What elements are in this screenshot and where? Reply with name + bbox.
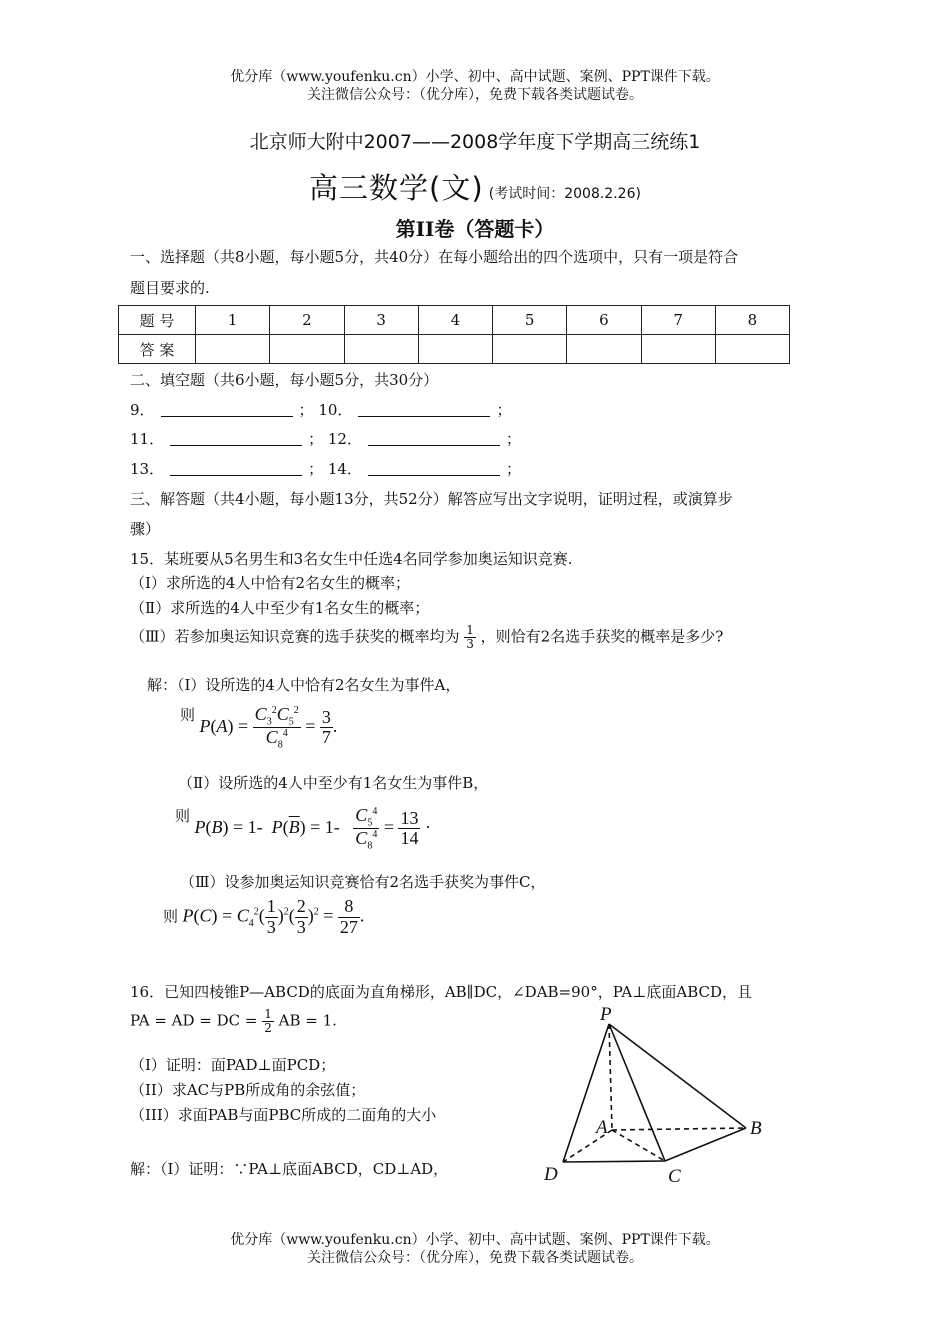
answer-cell[interactable] [344, 335, 418, 364]
footer-line-2: 关注微信公众号：（优分库），免费下载各类试题试卷。 [307, 1250, 643, 1266]
edge-ab-hidden [612, 1128, 746, 1130]
answer-cell[interactable] [567, 335, 641, 364]
q14-blank[interactable] [368, 461, 500, 476]
q15-stem: 15．某班要从5名男生和3名女生中任选4名同学参加奥运知识竞赛. [130, 550, 573, 568]
fraction-one-half: $\frac{1}{2}$ [264, 1007, 272, 1036]
answer-cell[interactable] [418, 335, 492, 364]
number-cell: 3 [344, 306, 418, 335]
answer-cell[interactable] [196, 335, 270, 364]
number-cell: 6 [567, 306, 641, 335]
pyramid-figure [530, 1000, 800, 1195]
label-c: C [668, 1166, 681, 1187]
q12-blank[interactable] [368, 431, 500, 446]
q16-part3: （III）求面PAB与面PBC所成的二面角的大小 [130, 1106, 437, 1124]
q12-label: 12． [327, 430, 362, 448]
answer-cell[interactable] [641, 335, 715, 364]
q10-blank[interactable] [358, 402, 490, 417]
fill-row-13-14: 13． ； 14． ； [130, 460, 521, 478]
exam-time: (考试时间：2008.2.26) [488, 186, 641, 202]
answer-table [118, 305, 790, 364]
q11-blank[interactable] [170, 431, 302, 446]
label-a: A [596, 1117, 608, 1138]
q11-label: 11． [130, 430, 165, 448]
q14-label: 14． [327, 460, 362, 478]
edge-cb [665, 1128, 746, 1161]
edge-pa-hidden [609, 1024, 612, 1130]
number-cell: 2 [270, 306, 344, 335]
q10-label: 10． [318, 401, 353, 419]
section1-line1: 一、选择题（共8小题，每小题5分，共40分）在每小题给出的四个选项中，只有一项是符合 [130, 248, 739, 266]
subject-title: 高三数学(文) [309, 171, 484, 205]
number-cell: 4 [418, 306, 492, 335]
q15-part1: （I）求所选的4人中恰有2名女生的概率； [130, 574, 411, 592]
q15-part3: （Ⅲ）若参加奥运知识竞赛的选手获奖的概率均为 $\frac{1}{3}$ ，则恰有2名选手获奖的概率是多少? [130, 623, 724, 652]
q9-blank[interactable] [161, 402, 293, 417]
header-line-1: 优分库（www.youfenku.cn）小学、初中、高中试题、案例、PPT课件下载。 [230, 69, 720, 85]
q16-part2: （II）求AC与PB所成角的余弦值； [130, 1081, 366, 1099]
label-d: D [544, 1164, 558, 1185]
edge-dc [563, 1161, 665, 1162]
table-row-answers [119, 335, 790, 364]
q13-blank[interactable] [170, 461, 302, 476]
q16-stem-2: PA = AD = DC = $\frac{1}{2}$ AB = 1. [130, 1007, 337, 1036]
q16-solution: 解：（I）证明：∵PA⊥底面ABCD，CD⊥AD， [130, 1160, 449, 1178]
formula-pc: 则 $P(C) = C_4^2$( $\frac{1}{3}$ )$^2$( $\frac{2}{3}$ )$^2$ = $\frac{8}{27}$ . [163, 896, 365, 937]
label-b: B [750, 1118, 762, 1139]
number-cell: 1 [196, 306, 270, 335]
number-cell: 7 [641, 306, 715, 335]
part-title: 第II卷（答题卡） [395, 217, 555, 241]
fill-row-9-10: 9． ； 10． ； [130, 401, 512, 419]
row-label-answer: 答 案 [119, 335, 196, 364]
label-p: P [600, 1004, 612, 1025]
subject-title-line [0, 166, 950, 207]
q13-label: 13． [130, 460, 165, 478]
table-row-numbers [119, 306, 790, 335]
formula-pa: $^则$ P(A) = $\frac{C_3^2C_5^2}{C_8^4}$ = $\frac{3}{7}$ . [180, 703, 338, 751]
answer-cell[interactable] [715, 335, 789, 364]
q15-solution-2: （Ⅱ）设所选的4人中至少有1名女生为事件B， [178, 774, 489, 792]
q16-part1: （I）证明：面PAD⊥面PCD； [130, 1056, 336, 1074]
section2-heading: 二、填空题（共6小题，每小题5分，共30分） [130, 371, 439, 389]
section3-line1: 三、解答题（共4小题，每小题13分，共52分）解答应写出文字说明，证明过程，或演算步 [130, 490, 733, 508]
formula-pb: $^则$ P(B) = 1- $P(\overline{B}) = 1-$ $\frac{C_5^4}{C_8^4}$ = $\frac{13}{14}$ · [175, 804, 431, 852]
edge-ac-hidden [612, 1130, 665, 1161]
q15-solution-3: （Ⅲ）设参加奥运知识竞赛恰有2名选手获奖为事件C， [180, 873, 546, 891]
school-title: 北京师大附中2007——2008学年度下学期高三统练1 [249, 131, 701, 153]
number-cell: 8 [715, 306, 789, 335]
edge-pd [563, 1024, 609, 1162]
q16-stem-1: 16．已知四棱锥P—ABCD的底面为直角梯形，AB∥DC，∠DAB=90°，PA⊥底面ABCD，且 [130, 983, 753, 1001]
fraction-one-third: $\frac{1}{3}$ [466, 623, 474, 652]
q15-solution-1: 解：（I）设所选的4人中恰有2名女生为事件A， [147, 676, 461, 694]
section3-line2: 骤） [130, 520, 161, 538]
q9-label: 9． [130, 401, 155, 419]
row-label-number: 题 号 [119, 306, 196, 335]
answer-cell[interactable] [493, 335, 567, 364]
fill-row-11-12: 11． ； 12． ； [130, 430, 521, 448]
answer-cell[interactable] [270, 335, 344, 364]
header-line-2: 关注微信公众号：（优分库），免费下载各类试题试卷。 [307, 87, 643, 103]
footer-line-1: 优分库（www.youfenku.cn）小学、初中、高中试题、案例、PPT课件下载。 [230, 1232, 720, 1248]
section1-line2: 题目要求的. [130, 279, 210, 297]
q15-part2: （Ⅱ）求所选的4人中至少有1名女生的概率； [130, 599, 430, 617]
number-cell: 5 [493, 306, 567, 335]
